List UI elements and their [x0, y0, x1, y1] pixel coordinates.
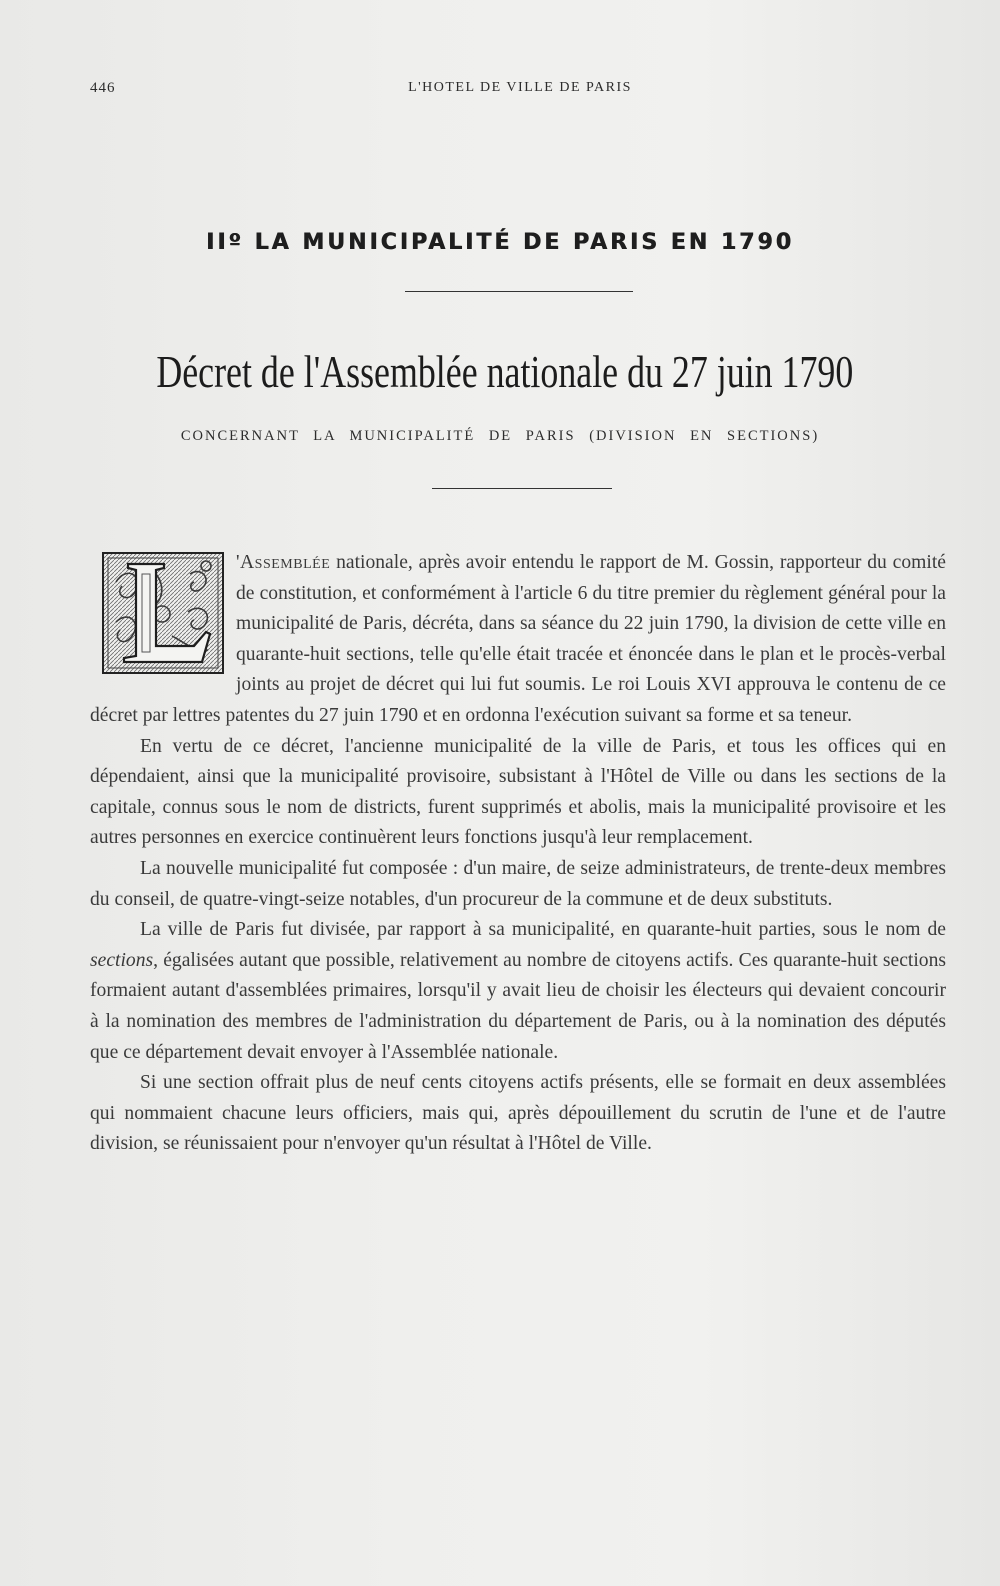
- page-number: 446: [90, 80, 116, 96]
- paragraph-text: La ville de Paris fut divisée, par rapport à sa municipalité, en quarante-huit parties, sous le nom de: [140, 919, 946, 941]
- section-heading: IIº LA MUNICIPALITÉ DE PARIS EN 1790: [206, 230, 794, 255]
- italic-term: sections: [90, 949, 154, 971]
- paragraph: En vertu de ce décret, l'ancienne municipalité de la ville de Paris, et tous les offices qui en dépendaient, ainsi que la municipalité provisoire, subsistant à l'Hôtel de Ville ou dans les sections de la capitale, connus sous le nom de districts, furent supprimés et abolis, mais la municipalité provisoire et les autres personnes en exercice continuèrent leurs fonctions jusqu'à leur remplacement.: [90, 735, 946, 849]
- ornamental-dropcap-icon: [102, 552, 224, 674]
- divider-rule: [405, 291, 633, 292]
- running-head: [90, 80, 950, 100]
- opening-word: 'Assemblée: [236, 552, 331, 573]
- paragraph: Si une section offrait plus de neuf cents citoyens actifs présents, elle se formait en deux assemblées qui nommaient chacune leurs officiers, mais qui, après dépouillement du scrutin de l'une et de l'autre division, se réunissaient pour n'envoyer qu'un résultat à l'Hôtel de Ville.: [90, 1072, 946, 1155]
- decree-title: Décret de l'Assemblée nationale du 27 juin 1790: [156, 346, 854, 397]
- paragraph-text: nationale, après avoir entendu le rapport de M. Gossin, rapporteur du comité de constitution, et conformément à l'article 6 du titre premier du règlement général pour la municipalité de Paris, décréta, dans sa séance du 22 juin 1790, la division de cette ville en quarante-huit sections, telle qu'elle était tracée et énoncée dans le plan et le procès-verbal joints au projet de décret qui lui fut soumis. Le roi Louis XVI approuva le contenu de ce décret par lettres patentes du 27 juin 1790 et en ordonna l'exécution suivant sa forme et sa teneur.: [90, 552, 946, 726]
- running-title: L'HOTEL DE VILLE DE PARIS: [408, 80, 632, 95]
- paragraph: [90, 548, 946, 732]
- decree-subtitle: CONCERNANT LA MUNICIPALITÉ DE PARIS (DIVISION EN SECTIONS): [180, 428, 820, 444]
- paragraph: La nouvelle municipalité fut composée : d'un maire, de seize administrateurs, de trente-deux membres du conseil, de quatre-vingt-seize notables, d'un procureur de la commune et de deux substituts.: [90, 857, 946, 910]
- body-text: [90, 548, 946, 1160]
- paragraph: [90, 915, 946, 1068]
- divider-rule: [432, 488, 612, 489]
- paragraph-text: , égalisées autant que possible, relativement au nombre de citoyens actifs. Ces quarante-huit sections formaient autant d'assemblées primaires, lorsqu'il y avait lieu de choisir les électeurs qui devaient concourir à la nomination des membres de l'administration du département de Paris, ou à la nomination des députés que ce département devait envoyer à l'Assemblée nationale.: [90, 949, 946, 1063]
